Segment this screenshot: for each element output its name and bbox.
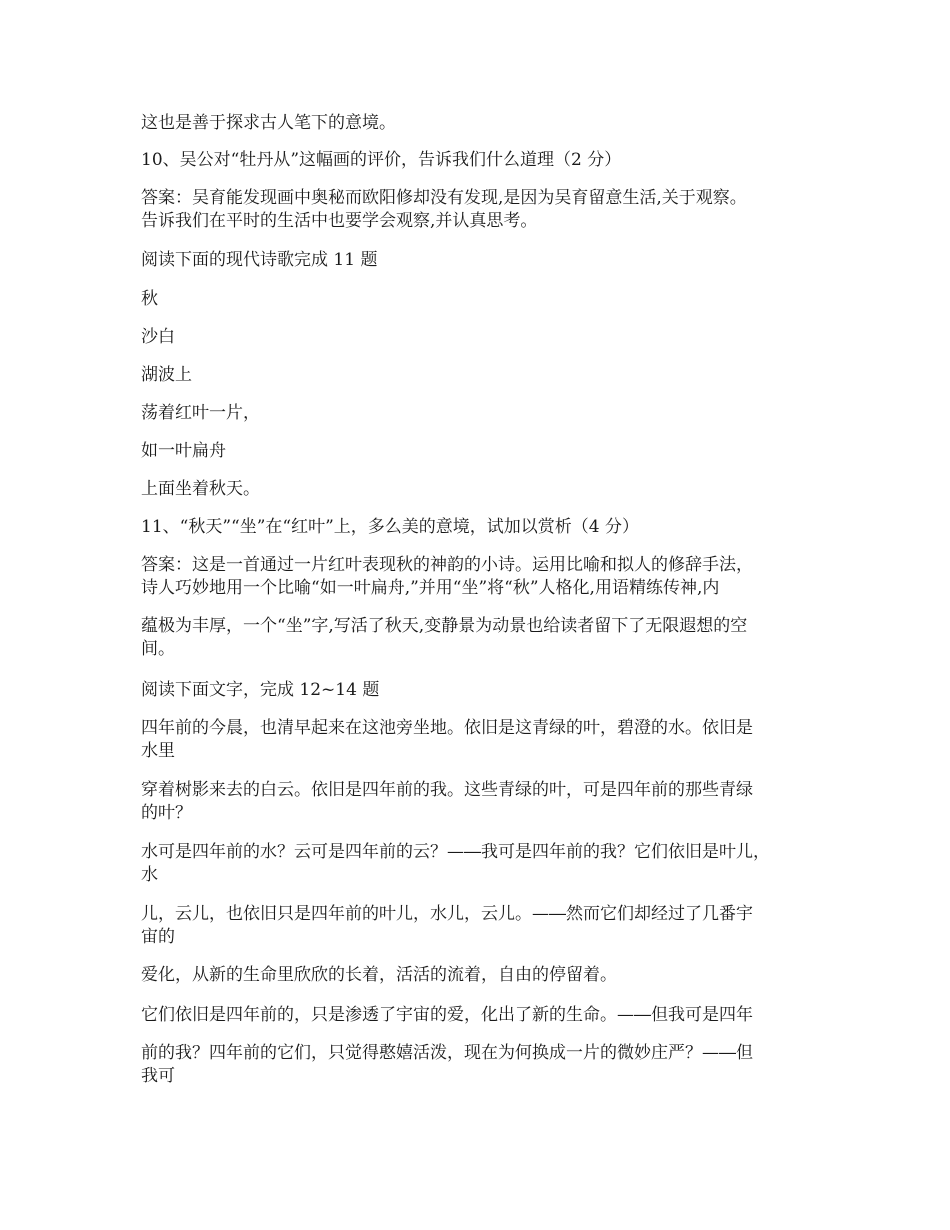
poem-title: 秋 [141, 289, 158, 309]
answer-11-continued: 蕴极为丰厚，一个“坐”字,写活了秋天,变静景为动景也给读者留下了无限遐想的空 间。 [141, 616, 748, 659]
passage-paragraph: 四年前的今晨，也清早起来在这池旁坐地。依旧是这青绿的叶，碧澄的水。依旧是 水里 [141, 718, 753, 761]
question-10: 10、吴公对“牡丹从”这幅画的评价，告诉我们什么道理（2 分） [141, 150, 622, 170]
reading-instruction-poem: 阅读下面的现代诗歌完成 11 题 [141, 250, 378, 270]
poem-line: 荡着红叶一片， [141, 403, 260, 423]
passage-paragraph: 儿，云儿，也依旧只是四年前的叶儿，水儿，云儿。—―然而它们却经过了几番宇 宙的 [141, 904, 753, 947]
reading-instruction-passage: 阅读下面文字，完成 12~14 题 [141, 680, 380, 700]
poem-line: 上面坐着秋天。 [141, 479, 260, 499]
poem-line: 如一叶扁舟 [141, 441, 226, 461]
passage-paragraph: 穿着树影来去的白云。依旧是四年前的我。这些青绿的叶，可是四年前的那些青绿 的叶？ [141, 780, 753, 823]
passage-paragraph: 前的我？四年前的它们，只觉得憨嬉活泼，现在为何换成一片的微妙庄严？—―但 我可 [141, 1043, 753, 1086]
paragraph-continuation: 这也是善于探求古人笔下的意境。 [141, 113, 396, 133]
answer-11: 答案：这是一首通过一片红叶表现秋的神韵的小诗。运用比喻和拟人的修辞手法， 诗人巧妙地用一个比喻“如一叶扁舟,”并用“坐”将“秋”人格化,用语精练传神,内 [141, 555, 753, 598]
passage-paragraph: 爱化，从新的生命里欣欣的长着，活活的流着，自由的停留着。 [141, 965, 617, 985]
passage-paragraph: 水可是四年前的水？云可是四年前的云？—―我可是四年前的我？它们依旧是叶儿， 水 [141, 842, 770, 885]
answer-10: 答案：吴育能发现画中奥秘而欧阳修却没有发现,是因为吴育留意生活,关于观察。 告诉我们在平时的生活中也要学会观察,并认真思考。 [141, 188, 747, 231]
poem-line: 湖波上 [141, 365, 192, 385]
passage-paragraph: 它们依旧是四年前的，只是渗透了宇宙的爱，化出了新的生命。—―但我可是四年 [141, 1005, 753, 1025]
question-11: 11、“秋天”“坐”在“红叶”上，多么美的意境，试加以赏析（4 分） [141, 517, 639, 537]
poem-author: 沙白 [141, 327, 175, 347]
